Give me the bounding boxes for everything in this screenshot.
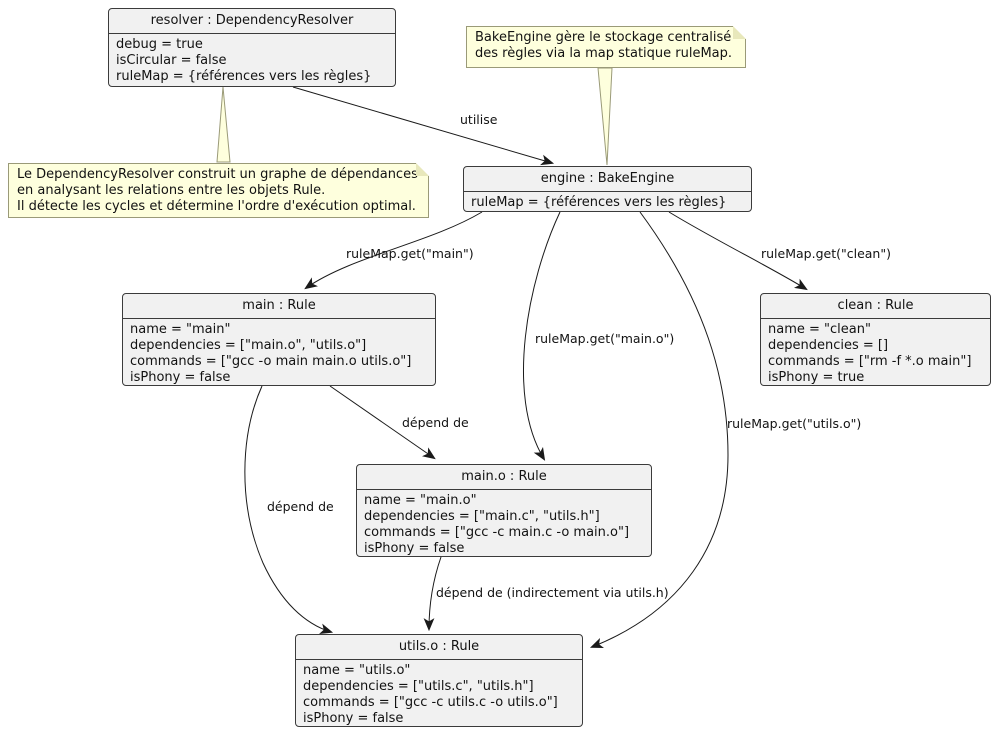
object-field: commands = ["gcc -c utils.c -o utils.o"] [303, 695, 558, 710]
object-field: dependencies = ["utils.c", "utils.h"] [303, 679, 534, 694]
object-utils-o [295, 634, 583, 727]
edge-label-depend-main-utilso: dépend de [267, 499, 334, 514]
note-fold-icon [416, 163, 429, 176]
object-field: isPhony = true [768, 370, 865, 385]
note-line: BakeEngine gère le stockage centralisé [475, 30, 732, 45]
object-field: commands = ["gcc -c main.c -o main.o"] [364, 525, 630, 540]
edge-label-get-utils-o: ruleMap.get("utils.o") [727, 416, 862, 431]
object-main [122, 293, 436, 386]
note-connector-resolver [217, 87, 230, 162]
note-line: Le DependencyResolver construit un graphe de dépendances [17, 167, 418, 182]
note-line: en analysant les relations entre les objets Rule. [17, 183, 326, 198]
object-field: isCircular = false [116, 53, 227, 68]
object-main-o [356, 464, 652, 557]
object-title: main : Rule [123, 294, 435, 319]
object-field: name = "main" [130, 322, 231, 337]
object-title: resolver : DependencyResolver [109, 9, 395, 34]
object-title: main.o : Rule [357, 465, 651, 490]
object-field: dependencies = ["main.o", "utils.o"] [130, 338, 367, 353]
note-line: Il détecte les cycles et détermine l'ordre d'exécution optimal. [17, 199, 416, 214]
object-field: isPhony = false [130, 370, 231, 385]
object-field: name = "main.o" [364, 493, 477, 508]
object-body [761, 319, 990, 386]
edge-label-utilise: utilise [460, 112, 498, 127]
note-resolver [8, 163, 429, 218]
object-field: ruleMap = {références vers les règles} [471, 195, 727, 210]
object-field: debug = true [116, 37, 203, 52]
note-fold-icon [733, 26, 746, 39]
note-connector-bakeengine [598, 68, 612, 165]
edge-label-depend-indirect: dépend de (indirectement via utils.h) [436, 585, 669, 600]
object-field: name = "utils.o" [303, 663, 411, 678]
edge-label-depend-main-maino: dépend de [402, 415, 469, 430]
object-resolver [108, 8, 396, 87]
object-title: utils.o : Rule [296, 635, 582, 660]
object-body [464, 192, 751, 211]
object-field: commands = ["gcc -o main main.o utils.o"] [130, 354, 412, 369]
object-body [296, 660, 582, 727]
object-body [123, 319, 435, 386]
object-field: dependencies = ["main.c", "utils.h"] [364, 509, 600, 524]
object-field: name = "clean" [768, 322, 871, 337]
object-title: clean : Rule [761, 294, 990, 319]
object-engine [463, 166, 752, 212]
object-body [109, 34, 395, 85]
edge-label-get-main: ruleMap.get("main") [346, 246, 474, 261]
object-field: ruleMap = {références vers les règles} [116, 69, 372, 84]
note-bakeengine [466, 26, 746, 68]
edge-get-utils-o [592, 212, 728, 647]
object-field: commands = ["rm -f *.o main"] [768, 354, 972, 369]
edge-utilise [293, 87, 552, 163]
object-body [357, 490, 651, 557]
edge-label-get-clean: ruleMap.get("clean") [761, 246, 891, 261]
object-field: isPhony = false [303, 711, 404, 726]
edge-label-get-main-o: ruleMap.get("main.o") [535, 331, 675, 346]
object-title: engine : BakeEngine [464, 167, 751, 192]
object-clean [760, 293, 991, 386]
object-field: isPhony = false [364, 541, 465, 556]
object-field: dependencies = [] [768, 338, 889, 353]
note-line: des règles via la map statique ruleMap. [475, 46, 733, 61]
